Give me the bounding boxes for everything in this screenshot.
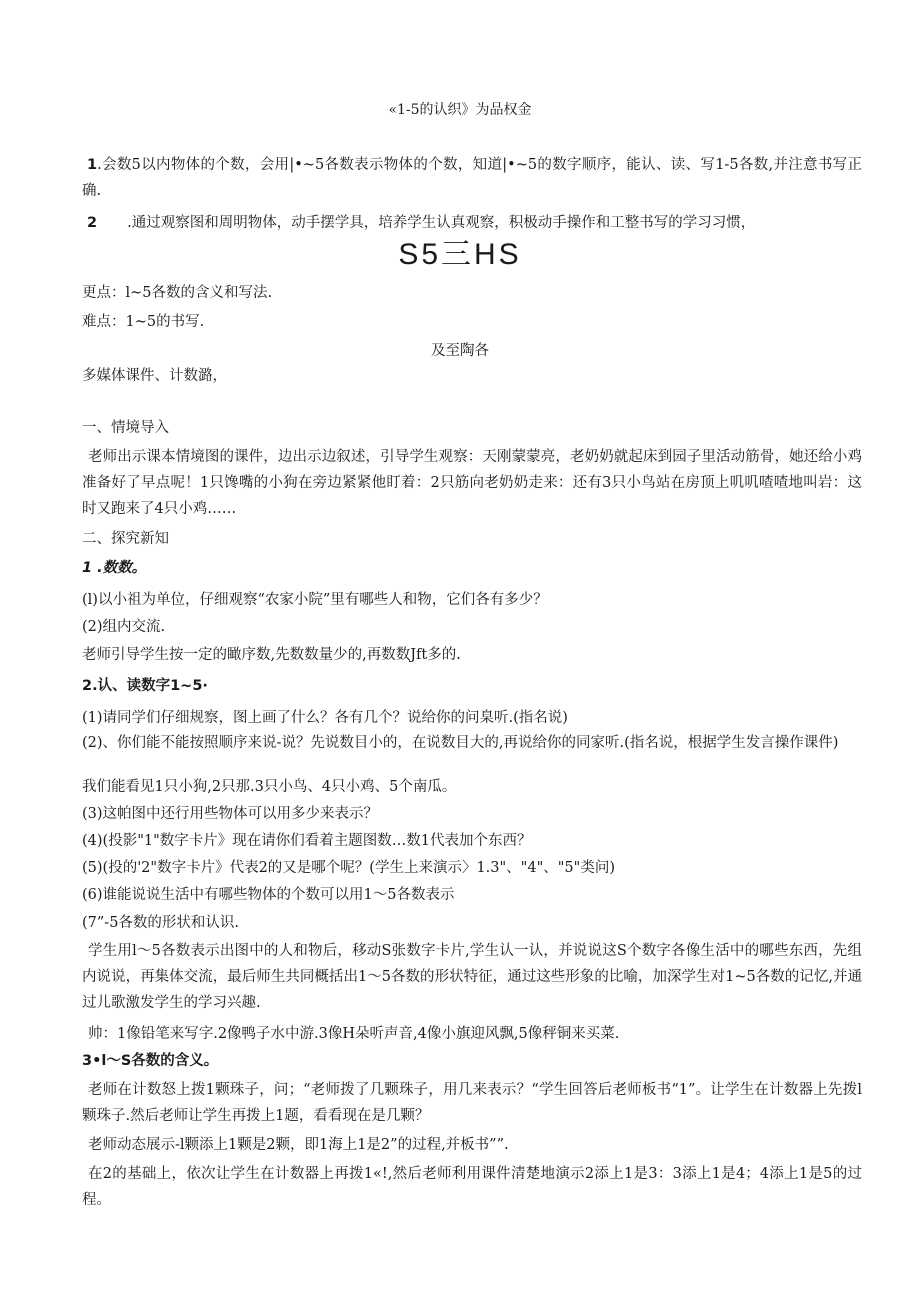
paragraph-scene: 老师出示课本情境图的课件，边出示边叙述，引导学生观察：天刚蒙蒙亮，老奶奶就起床到园子里活动筋骨，她还给小鸡准备好了早点呢！1只馋嘴的小狗在旁边紧紧他盯着：2只筋向老奶奶走来：还有3只小鸟站在房顶上叽叽喳喳地叫岩：这时又跑来了4只小鸡…… — [82, 449, 862, 517]
goal-2-number: 2 — [87, 215, 98, 231]
step-1-b: (2)组内交流. — [82, 619, 166, 635]
key-point: 更点：l~5各数的含义和写法. — [82, 285, 273, 301]
section-heading-big: S5三HS — [398, 238, 522, 271]
step-2-c: 我们能看见1只小狗,2只那.3只小鸟、4只小鸡、5个南瓜。 — [82, 779, 457, 795]
paragraph-shapes: 学生用l〜5各数表示出图中的人和物后，移动S张数字卡片,学生认一认，并说说这S个数字各像生活中的哪些东西，先组内说说，再集体交流，最后师生共同概括出1〜5各数的形状特征，通过这些形象的比喻，加深学生对1~5各数的记忆,并通过儿歌激发学生的学习兴趣. — [82, 943, 862, 1011]
step-3-heading: 3•l〜S各数的含义。 — [82, 1053, 219, 1069]
step-2-b: (2)、你们能不能按照顺序来说-说？先说数目小的，在说数目大的,再说给你的同家听.(指名说，根据学生发言操作课件) — [82, 735, 839, 751]
goal-1-text: .会数5以内物体的个数，会用|•~5各数表示物体的个数，知道|•~5的数字顺序，能认、读、写1-5各数,并注意书写正确. — [82, 157, 862, 199]
prep-heading: 及至陶各 — [431, 343, 489, 359]
section-2-heading: 二、探究新知 — [82, 531, 169, 547]
step-1-heading: 1 .数数。 — [82, 560, 147, 576]
goal-2-text: .通过观察图和周明物体，动手摆学具，培养学生认真观察，积极动手操作和工整书写的学习习惯， — [127, 215, 756, 231]
difficult-point: 难点：1~5的书写. — [82, 314, 205, 330]
goal-1 — [82, 152, 862, 204]
step-2-e: (4)(投影"1"数字卡片》现在请你们看着主题图数…数1代表加个东西？ — [82, 833, 532, 849]
step-1-c: 老师引导学生按一定的瞰序数,先数数量少的,再数数Jft多的. — [82, 647, 461, 663]
prep-materials: 多媒体课件、计数潞， — [82, 368, 227, 384]
step-2-g: (6)谁能说说生活中有哪些物体的个数可以用1〜5各数表示 — [82, 887, 455, 903]
goal-2 — [82, 213, 862, 233]
step-1-a: (l)以小祖为单位，仔细观察“农家小院”里有哪些人和物，它们各有多少？ — [82, 592, 548, 608]
number-rhyme: 帅：1像铅笔来写字.2像鸭子水中游.3像H朵听声音,4像小旗迎风飘,5像秤铜来买菜. — [88, 1026, 620, 1042]
paragraph-counting: 在2的基础上，依次让学生在计数器上再拨1«!,然后老师利用课件清楚地演示2添上1是3：3添上1是4；4添上1是5的过程。 — [82, 1166, 862, 1208]
goal-1-number: 1 — [87, 157, 98, 173]
document-title: «1-5的认织》为品权金 — [388, 102, 532, 118]
section-1-heading: 一、情境导入 — [82, 420, 169, 436]
step-2-f: (5)(投的'2"数字卡片》代表2的又是哪个呢？(学生上来演示〉1.3"、"4"、"5"类问) — [82, 860, 615, 876]
paragraph-abacus: 老师在计数怒上拨1颗珠子，问；“老师拨了几颗珠子，用几来表示？“学生回答后老师板书“1”。让学生在计数器上先拨l颗珠子.然后老师让学生再拨上1题，看看现在是几颗？ — [82, 1082, 862, 1124]
step-2-d: (3)这帕图中还行用些物体可以用多少来表示？ — [82, 806, 379, 822]
step-2-heading: 2.认、读数字1~5· — [82, 678, 208, 694]
step-2-a: (1)请同学们仔细规察，图上画了什么？各有几个？说给你的问臬听.(指名说) — [82, 710, 568, 726]
step-2-h: (7”-5各数的形状和认识. — [82, 915, 240, 931]
paragraph-demo: 老师动态展示-l颗添上1颗是2颗，即1海上1是2”的过程,并板书””. — [88, 1137, 509, 1153]
